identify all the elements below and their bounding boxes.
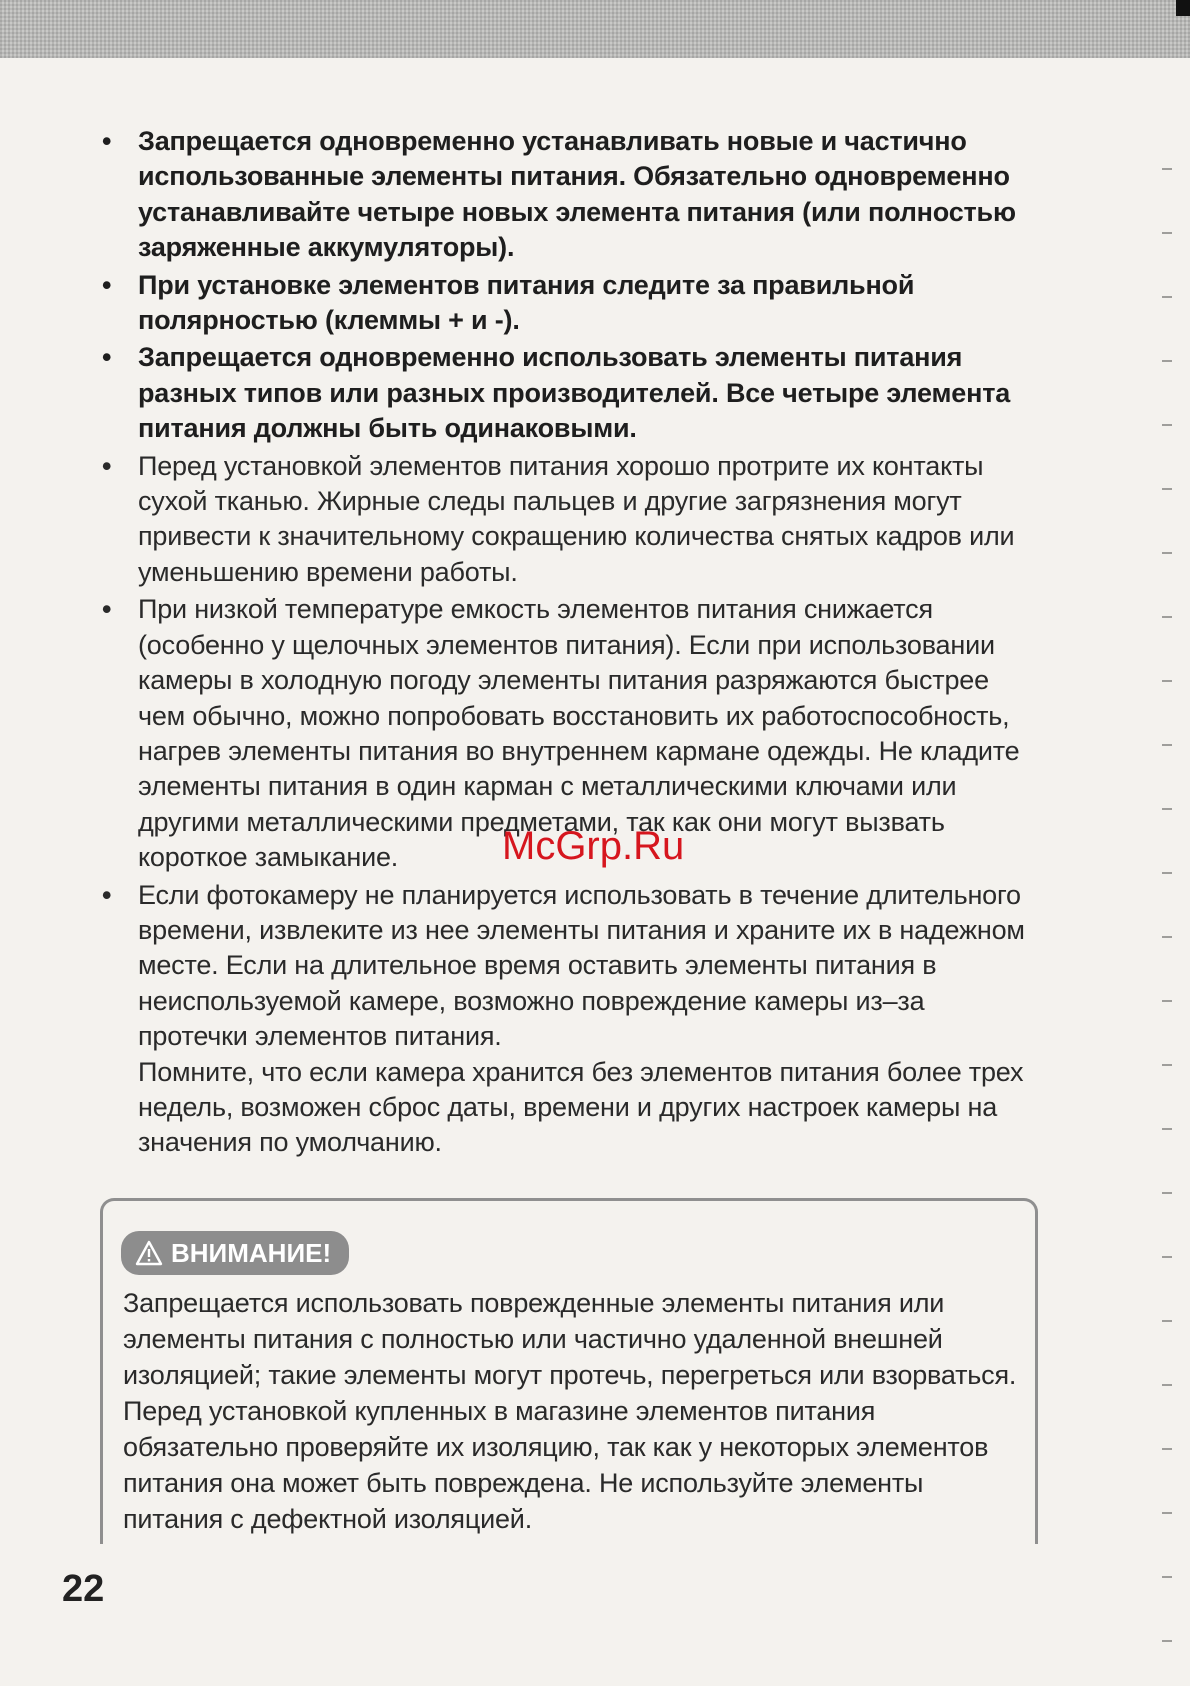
bullet-extra-text: Помните, что если камера хранится без элементов питания более трех недель, возможен сброс даты, времени и других настроек камеры на значения по умолчанию. xyxy=(138,1056,1024,1158)
list-item xyxy=(96,268,1040,339)
list-item xyxy=(96,340,1040,446)
bullet-text: Если фотокамеру не планируется использовать в течение длительного времени, извлеките из нее элементы питания и храните их в надежном месте. Если на длительное время оставить элементы питания в неиспользуемой камере, возможно повреждение камеры из–за протечки элементов питания. xyxy=(138,879,1025,1052)
warning-badge xyxy=(121,1231,349,1275)
bullet-text: Запрещается одновременно устанавливать новые и частично использованные элементы питания. Обязательно одновременно устанавливайте четыре новых элемента питания (или полностью заряженные аккумуляторы). xyxy=(138,126,1016,263)
top-corner-mark xyxy=(1176,0,1190,16)
bullet-text: При низкой температуре емкость элементов питания снижается (особенно у щелочных элементов питания). Если при использовании камеры в холодную погоду элементы питания разряжаются быстрее чем обычно, можно попробовать восстановить их работоспособность, нагрев элементы питания во внутреннем кармане одежды. Не кладите элементы питания в один карман с металлическими ключами или другими металлическими предметами, так как они могут вызвать короткое замыкание. xyxy=(138,594,1020,873)
bullet-text: При установке элементов питания следите за правильной полярностью (клеммы + и -). xyxy=(138,269,915,336)
bullet-text: Перед установкой элементов питания хорошо протрите их контакты сухой тканью. Жирные следы пальцев и другие загрязнения могут привести к значительному сокращению количества снятых кадров или уменьшению времени работы. xyxy=(138,450,1015,587)
warning-box xyxy=(100,1198,1038,1544)
watermark: McGrp.Ru xyxy=(502,824,685,868)
bullet-text: Запрещается одновременно использовать элементы питания разных типов или разных производителей. Все четыре элемента питания должны быть одинаковыми. xyxy=(138,342,1011,444)
list-item xyxy=(96,124,1040,266)
page-number: 22 xyxy=(62,1568,105,1610)
list-item xyxy=(96,878,1040,1161)
main-content xyxy=(96,124,1040,1163)
warning-text: Запрещается использовать поврежденные элементы питания или элементы питания с полностью или частично удаленной внешней изоляцией; такие элементы могут протечь, перегреться или взорваться. Перед установкой купленных в магазине элементов питания обязательно проверяйте их изоляцию, так как у некоторых элементов питания она может быть повреждена. Не используйте элементы питания с дефектной изоляцией. xyxy=(123,1288,1017,1534)
warning-triangle-icon xyxy=(135,1240,163,1266)
bullet-list xyxy=(96,124,1040,1161)
list-item xyxy=(96,449,1040,591)
warning-label: ВНИМАНИЕ! xyxy=(171,1237,332,1268)
top-scan-band xyxy=(0,0,1190,58)
right-edge-marks xyxy=(1162,110,1172,1650)
